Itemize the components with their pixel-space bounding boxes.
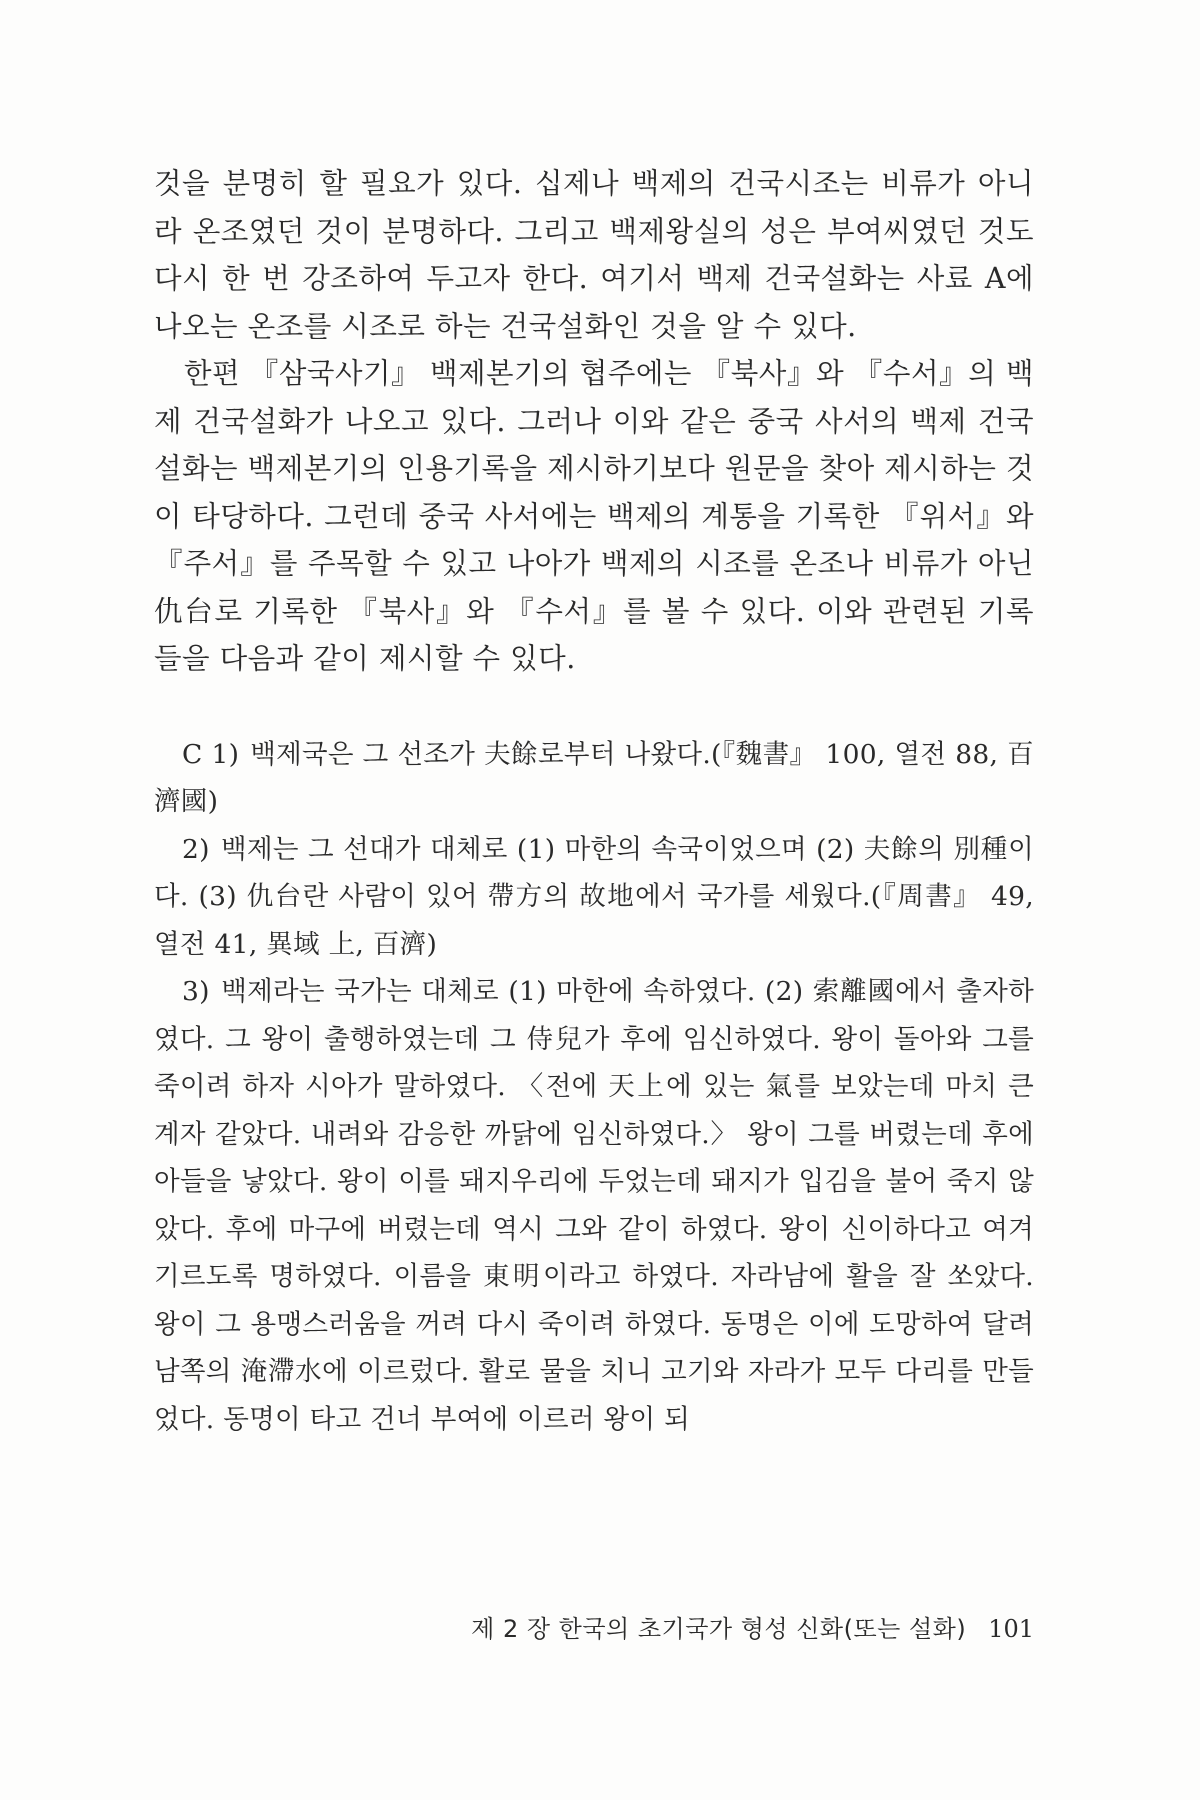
quotation-item-3 bbox=[154, 968, 1034, 1443]
page-number: 101 bbox=[988, 1615, 1034, 1643]
quotation-number: 2) bbox=[182, 833, 210, 865]
quotation-text: 백제국은 그 선조가 夫餘로부터 나왔다.(『魏書』 100, 열전 88, 百濟國) bbox=[154, 738, 1034, 817]
body-paragraph-1: 것을 분명히 할 필요가 있다. 십제나 백제의 건국시조는 비류가 아니라 온조였던 것이 분명하다. 그리고 백제왕실의 성은 부여씨였던 것도 다시 한 번 강조하여 두고자 한다. 여기서 백제 건국설화는 사료 A에 나오는 온조를 시조로 하는 건국설화인 것을 알 수 있다. bbox=[154, 167, 1034, 343]
quotation-text: 백제라는 국가는 대체로 (1) 마한에 속하였다. (2) 索離國에서 출자하였다. 그 왕이 출행하였는데 그 侍兒가 후에 임신하였다. 왕이 돌아와 그를 죽이려 하자 시아가 말하였다. 〈전에 天上에 있는 氣를 보았는데 마치 큰 계자 같았다. 내려와 감응한 까닭에 임신하였다.〉 왕이 그를 버렸는데 후에 아들을 낳았다. 왕이 이를 돼지우리에 두었는데 돼지가 입김을 불어 죽지 않았다. 후에 마구에 버렸는데 역시 그와 같이 하였다. 왕이 신이하다고 여겨 기르도록 명하였다. 이름을 東明이라고 하였다. 자라남에 활을 잘 쏘았다. 왕이 그 용맹스러움을 꺼려 다시 죽이려 하였다. 동명은 이에 도망하여 달려 남쪽의 淹滯水에 이르렀다. 활로 물을 치니 고기와 자라가 모두 다리를 만들었다. 동명이 타고 건너 부여에 이르러 왕이 되 bbox=[154, 976, 1034, 1435]
quotation-block bbox=[154, 731, 1034, 1444]
running-footer-chapter: 제 2 장 한국의 초기국가 형성 신화(또는 설화) bbox=[471, 1615, 967, 1643]
body-paragraph-2: 한편 『삼국사기』 백제본기의 협주에는 『북사』와 『수서』의 백제 건국설화가 나오고 있다. 그러나 이와 같은 중국 사서의 백제 건국설화는 백제본기의 인용기록을 제시하기보다 원문을 찾아 제시하는 것이 타당하다. 그런데 중국 사서에는 백제의 계통을 기록한 『위서』와 『주서』를 주목할 수 있고 나아가 백제의 시조를 온조나 비류가 아닌 仇台로 기록한 『북사』와 『수서』를 볼 수 있다. 이와 관련된 기록들을 다음과 같이 제시할 수 있다. bbox=[154, 357, 1034, 675]
page-footer bbox=[471, 1609, 1034, 1644]
page-content bbox=[154, 160, 1034, 1443]
quotation-number: 3) bbox=[182, 976, 210, 1007]
quotation-number: C 1) bbox=[182, 738, 240, 770]
quotation-item-1 bbox=[154, 731, 1034, 826]
quotation-text: 백제는 그 선대가 대체로 (1) 마한의 속국이었으며 (2) 夫餘의 別種이다. (3) 仇台란 사람이 있어 帶方의 故地에서 국가를 세웠다.(『周書』 49, 열전 41, 異域 上, 百濟) bbox=[154, 833, 1034, 960]
quotation-item-2 bbox=[154, 826, 1034, 969]
